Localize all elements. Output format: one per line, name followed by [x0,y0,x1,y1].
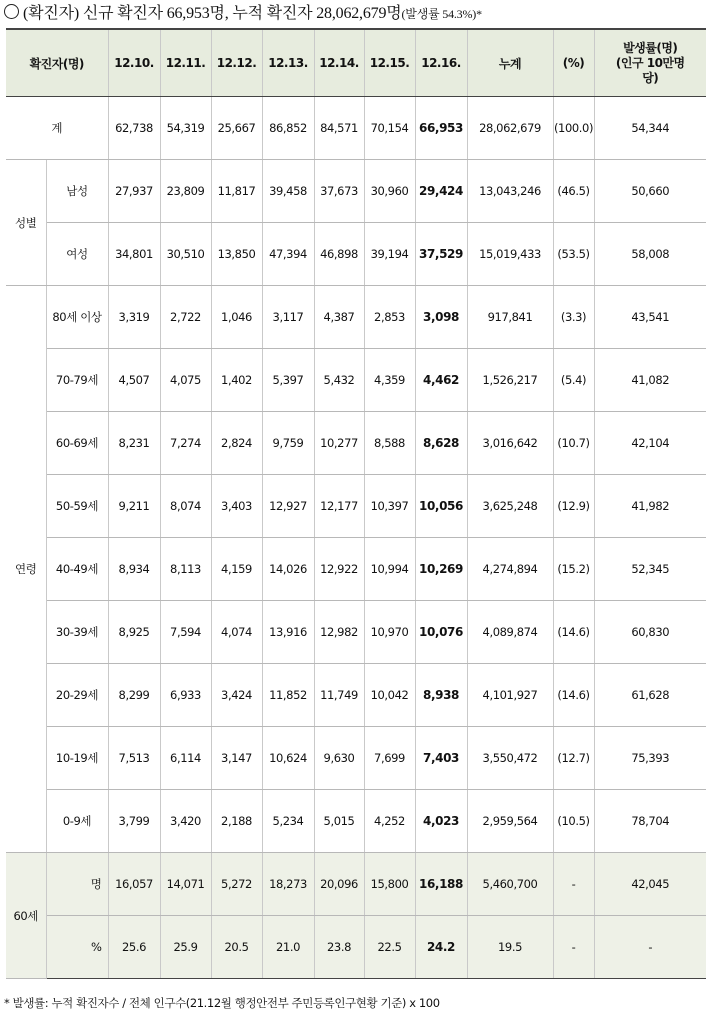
daily-value-cell: 24.2 [415,916,467,979]
daily-value-cell: 70,154 [364,97,415,160]
percent-cell: (12.7) [553,727,594,790]
daily-value-cell: 4,159 [211,538,262,601]
daily-value-cell: 2,722 [160,286,211,349]
daily-value-cell: 11,817 [211,160,262,223]
daily-value-cell: 10,042 [364,664,415,727]
cumulative-cell: 3,016,642 [467,412,553,475]
row-label: 여성 [46,223,108,286]
daily-value-cell: 8,074 [160,475,211,538]
daily-value-cell: 3,319 [108,286,160,349]
row-label: 명 [46,853,108,916]
daily-value-cell: 39,458 [262,160,314,223]
daily-value-cell: 46,898 [314,223,364,286]
table-row [6,349,706,412]
daily-value-cell: 8,299 [108,664,160,727]
row-label: 40-49세 [46,538,108,601]
percent-cell: - [553,853,594,916]
row-label: 80세 이상 [46,286,108,349]
rate-cell: 52,345 [594,538,706,601]
cumulative-cell: 5,460,700 [467,853,553,916]
table-row [6,853,706,916]
daily-value-cell: 16,188 [415,853,467,916]
daily-value-cell: 12,177 [314,475,364,538]
row-label: 60-69세 [46,412,108,475]
daily-value-cell: 9,759 [262,412,314,475]
percent-cell: - [553,916,594,979]
daily-value-cell: 8,231 [108,412,160,475]
header-date: 12.12. [211,29,262,97]
daily-value-cell: 14,026 [262,538,314,601]
rate-cell: 58,008 [594,223,706,286]
daily-value-cell: 47,394 [262,223,314,286]
rate-cell: 61,628 [594,664,706,727]
percent-cell: (46.5) [553,160,594,223]
daily-value-cell: 25.9 [160,916,211,979]
cumulative-cell: 4,101,927 [467,664,553,727]
cumulative-cell: 3,550,472 [467,727,553,790]
table-row [6,223,706,286]
daily-value-cell: 30,510 [160,223,211,286]
table-row [6,412,706,475]
rate-cell: 42,104 [594,412,706,475]
daily-value-cell: 30,960 [364,160,415,223]
daily-value-cell: 3,403 [211,475,262,538]
daily-value-cell: 3,117 [262,286,314,349]
daily-value-cell: 16,057 [108,853,160,916]
daily-value-cell: 3,147 [211,727,262,790]
footnote: * 발생률: 누적 확진자수 / 전체 인구수(21.12월 행정안전부 주민등록인구현황 기준) x 100 [4,996,440,1010]
table-row [6,475,706,538]
daily-value-cell: 4,074 [211,601,262,664]
daily-value-cell: 66,953 [415,97,467,160]
percent-cell: (10.5) [553,790,594,853]
daily-value-cell: 5,432 [314,349,364,412]
daily-value-cell: 25.6 [108,916,160,979]
percent-cell: (3.3) [553,286,594,349]
cumulative-cell: 4,089,874 [467,601,553,664]
daily-value-cell: 14,071 [160,853,211,916]
daily-value-cell: 10,994 [364,538,415,601]
circle-bullet-icon [4,4,19,19]
percent-cell: (5.4) [553,349,594,412]
daily-value-cell: 8,934 [108,538,160,601]
rate-cell: 78,704 [594,790,706,853]
header-cumulative: 누계 [467,29,553,97]
cumulative-cell: 4,274,894 [467,538,553,601]
daily-value-cell: 3,799 [108,790,160,853]
daily-value-cell: 11,852 [262,664,314,727]
row-label: 50-59세 [46,475,108,538]
daily-value-cell: 3,098 [415,286,467,349]
daily-value-cell: 7,594 [160,601,211,664]
daily-value-cell: 13,850 [211,223,262,286]
percent-cell: (14.6) [553,664,594,727]
header-date: 12.10. [108,29,160,97]
daily-value-cell: 2,853 [364,286,415,349]
row-label: 30-39세 [46,601,108,664]
daily-value-cell: 7,513 [108,727,160,790]
daily-value-cell: 3,420 [160,790,211,853]
daily-value-cell: 54,319 [160,97,211,160]
daily-value-cell: 20,096 [314,853,364,916]
daily-value-cell: 8,628 [415,412,467,475]
total-row [6,97,706,160]
table-row [6,727,706,790]
daily-value-cell: 86,852 [262,97,314,160]
daily-value-cell: 5,015 [314,790,364,853]
daily-value-cell: 8,113 [160,538,211,601]
daily-value-cell: 10,397 [364,475,415,538]
daily-value-cell: 10,056 [415,475,467,538]
row-label: 계 [6,97,108,160]
table-row [6,916,706,979]
daily-value-cell: 8,938 [415,664,467,727]
cumulative-cell: 28,062,679 [467,97,553,160]
table-row [6,286,706,349]
cumulative-cell: 1,526,217 [467,349,553,412]
cumulative-cell: 15,019,433 [467,223,553,286]
rate-cell: 50,660 [594,160,706,223]
rate-cell: 43,541 [594,286,706,349]
rate-cell: 41,082 [594,349,706,412]
daily-value-cell: 12,922 [314,538,364,601]
row-label: 70-79세 [46,349,108,412]
title-note: (발생률 54.3%)* [401,7,482,21]
daily-value-cell: 25,667 [211,97,262,160]
percent-cell: (100.0) [553,97,594,160]
rate-cell: 41,982 [594,475,706,538]
daily-value-cell: 23,809 [160,160,211,223]
row-label: 남성 [46,160,108,223]
daily-value-cell: 7,274 [160,412,211,475]
daily-value-cell: 21.0 [262,916,314,979]
daily-value-cell: 4,462 [415,349,467,412]
row-label: % [46,916,108,979]
daily-value-cell: 62,738 [108,97,160,160]
daily-value-cell: 13,916 [262,601,314,664]
daily-value-cell: 9,211 [108,475,160,538]
title-main: (확진자) 신규 확진자 66,953명, 누적 확진자 28,062,679명 [23,5,402,22]
daily-value-cell: 10,076 [415,601,467,664]
header-rate-line2: (인구 10만명 [615,55,685,70]
table-row [6,664,706,727]
rate-cell: 75,393 [594,727,706,790]
row-label: 0-9세 [46,790,108,853]
daily-value-cell: 7,403 [415,727,467,790]
cumulative-cell: 13,043,246 [467,160,553,223]
daily-value-cell: 4,507 [108,349,160,412]
header-rate-line3: 당) [642,70,659,85]
cumulative-cell: 19.5 [467,916,553,979]
confirmed-cases-table [6,28,706,979]
header-date: 12.13. [262,29,314,97]
daily-value-cell: 4,075 [160,349,211,412]
daily-value-cell: 4,387 [314,286,364,349]
percent-cell: (10.7) [553,412,594,475]
daily-value-cell: 12,982 [314,601,364,664]
table-row [6,160,706,223]
percent-cell: (53.5) [553,223,594,286]
daily-value-cell: 23.8 [314,916,364,979]
row-label: 10-19세 [46,727,108,790]
group-label-sex: 성별 [6,160,46,286]
daily-value-cell: 2,188 [211,790,262,853]
daily-value-cell: 2,824 [211,412,262,475]
header-category: 확진자(명) [6,29,108,97]
header-rate-line1: 발생률(명) [623,40,678,55]
header-date: 12.11. [160,29,211,97]
daily-value-cell: 34,801 [108,223,160,286]
daily-value-cell: 11,749 [314,664,364,727]
header-date: 12.15. [364,29,415,97]
daily-value-cell: 4,252 [364,790,415,853]
daily-value-cell: 7,699 [364,727,415,790]
rate-cell: 54,344 [594,97,706,160]
daily-value-cell: 10,624 [262,727,314,790]
daily-value-cell: 27,937 [108,160,160,223]
daily-value-cell: 37,673 [314,160,364,223]
daily-value-cell: 4,359 [364,349,415,412]
rate-cell: 42,045 [594,853,706,916]
daily-value-cell: 22.5 [364,916,415,979]
daily-value-cell: 4,023 [415,790,467,853]
daily-value-cell: 8,925 [108,601,160,664]
header-rate [594,29,706,97]
percent-cell: (14.6) [553,601,594,664]
rate-cell: 60,830 [594,601,706,664]
header-date: 12.16. [415,29,467,97]
daily-value-cell: 1,402 [211,349,262,412]
cumulative-cell: 3,625,248 [467,475,553,538]
daily-value-cell: 18,273 [262,853,314,916]
daily-value-cell: 6,933 [160,664,211,727]
table-row [6,538,706,601]
daily-value-cell: 29,424 [415,160,467,223]
group-label-age: 연령 [6,286,46,853]
daily-value-cell: 1,046 [211,286,262,349]
daily-value-cell: 15,800 [364,853,415,916]
daily-value-cell: 37,529 [415,223,467,286]
daily-value-cell: 5,397 [262,349,314,412]
row-label: 20-29세 [46,664,108,727]
header-date: 12.14. [314,29,364,97]
cumulative-cell: 2,959,564 [467,790,553,853]
percent-cell: (12.9) [553,475,594,538]
daily-value-cell: 8,588 [364,412,415,475]
header-percent: (%) [553,29,594,97]
daily-value-cell: 3,424 [211,664,262,727]
header-row [6,29,706,97]
daily-value-cell: 6,114 [160,727,211,790]
cumulative-cell: 917,841 [467,286,553,349]
daily-value-cell: 10,269 [415,538,467,601]
page-title [4,3,482,25]
table-row [6,790,706,853]
daily-value-cell: 20.5 [211,916,262,979]
daily-value-cell: 84,571 [314,97,364,160]
daily-value-cell: 39,194 [364,223,415,286]
table-row [6,601,706,664]
daily-value-cell: 5,234 [262,790,314,853]
daily-value-cell: 5,272 [211,853,262,916]
percent-cell: (15.2) [553,538,594,601]
daily-value-cell: 10,277 [314,412,364,475]
rate-cell: - [594,916,706,979]
daily-value-cell: 12,927 [262,475,314,538]
group-label-over60: 60세 [6,853,46,979]
daily-value-cell: 10,970 [364,601,415,664]
daily-value-cell: 9,630 [314,727,364,790]
